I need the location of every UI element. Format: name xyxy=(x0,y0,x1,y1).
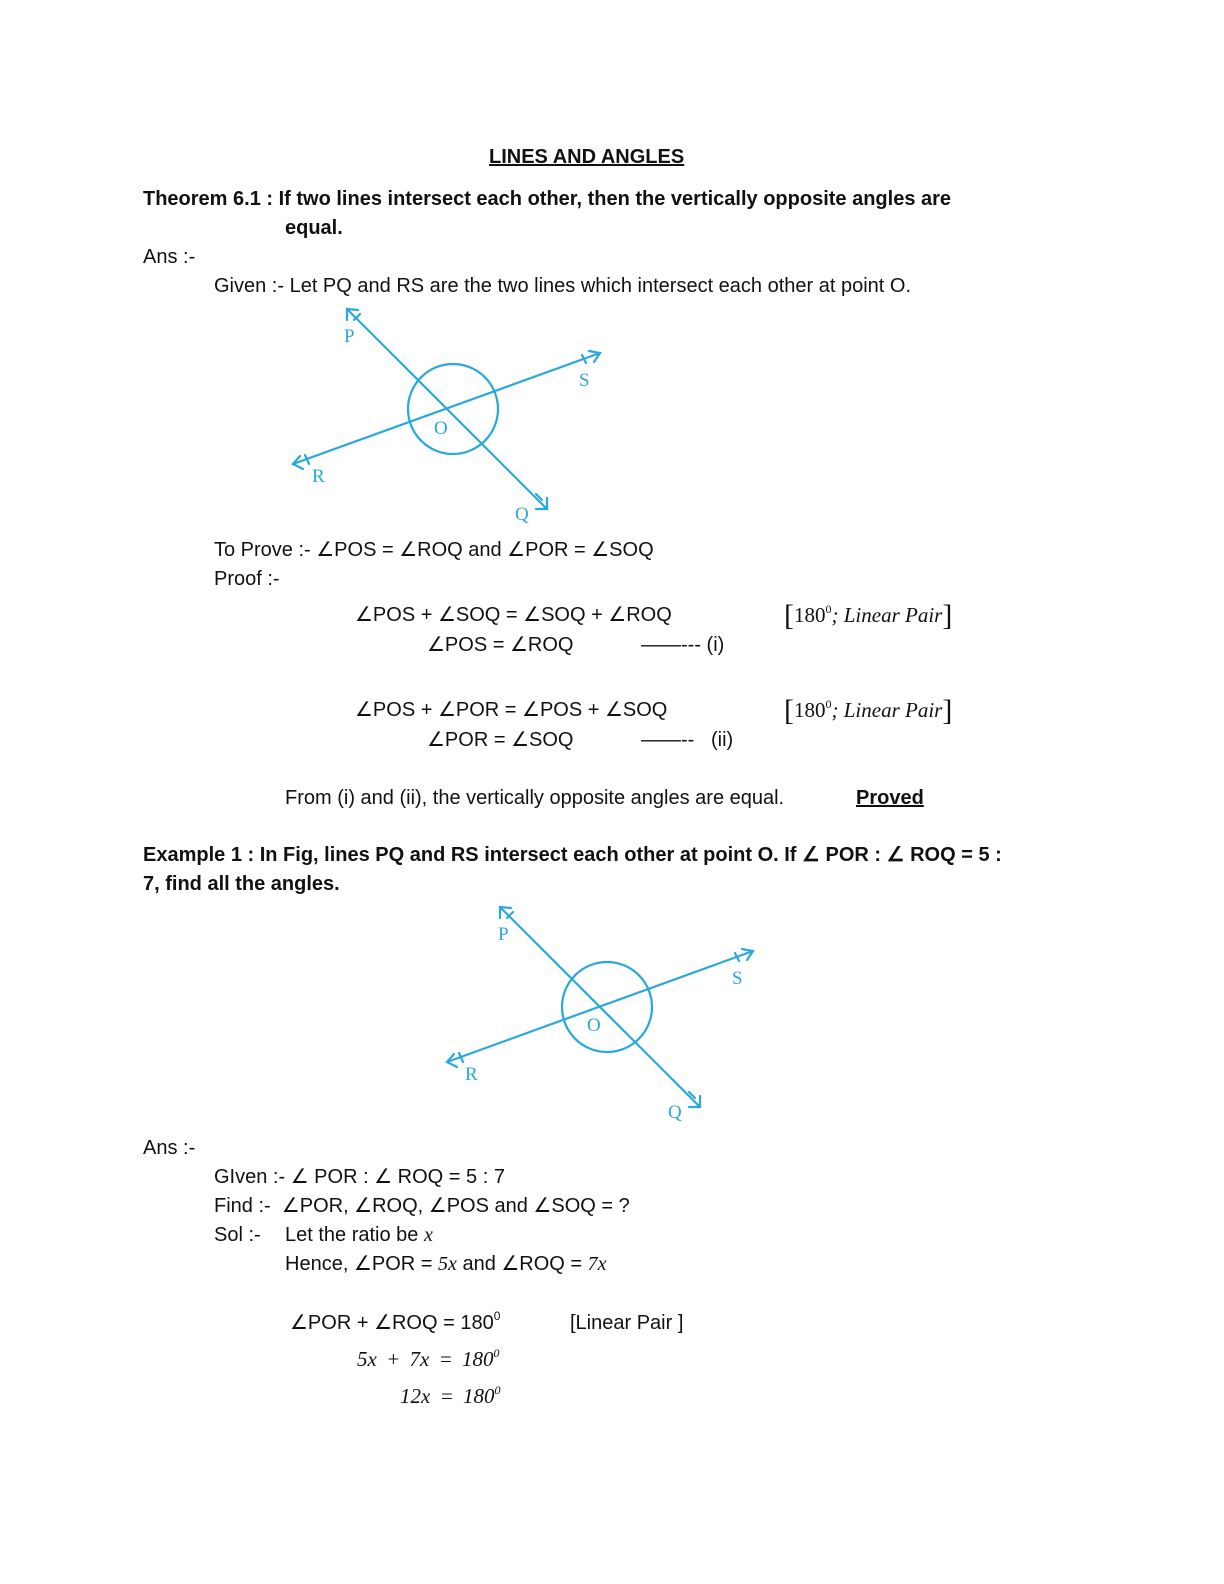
page-title: LINES AND ANGLES xyxy=(489,146,685,168)
example-line2: 7, find all the angles. xyxy=(143,873,340,895)
example-sol-label: Sol :- xyxy=(214,1224,261,1246)
given-text: Given :- Let PQ and RS are the two lines which intersect each other at point O. xyxy=(214,275,912,297)
example-find: Find :- ∠POR, ∠ROQ, ∠POS and ∠SOQ = ? xyxy=(214,1195,630,1217)
example-eq3: $12x = 180^0$ xyxy=(400,1383,501,1408)
proof-step-3-reason: [$180^0$; Linear Pair] xyxy=(784,694,953,727)
proved-label: Proved xyxy=(856,787,924,809)
example-sol-line2: Hence, ∠POR = 5x and ∠ROQ = 7x xyxy=(285,1253,607,1275)
label-q: Q xyxy=(515,504,529,525)
example-eq1: ∠POR + ∠ROQ = $180^0$ xyxy=(290,1309,501,1334)
example-eq2: $5x + 7x = 180^0$ xyxy=(357,1346,500,1371)
example-sol-line1: Let the ratio be x xyxy=(285,1224,433,1246)
to-prove-text: To Prove :- ∠POS = ∠ROQ and ∠POR = ∠SOQ xyxy=(214,539,654,561)
example-line1: Example 1 : In Fig, lines PQ and RS intersect each other at point O. If ∠ POR : ∠ ROQ = 5 : xyxy=(143,844,1002,866)
label-p: P xyxy=(344,326,355,347)
proof-label: Proof :- xyxy=(214,568,280,590)
label-r: R xyxy=(312,466,325,487)
line-rs xyxy=(447,951,753,1062)
theorem-text-line2: equal. xyxy=(285,217,343,239)
proof-step-1-reason: [$180^0$; Linear Pair] xyxy=(784,599,953,632)
proof-step-4-marker: ——-- (ii) xyxy=(641,729,734,751)
example-given: GIven :- ∠ POR : ∠ ROQ = 5 : 7 xyxy=(214,1166,505,1188)
ans-label: Ans :- xyxy=(143,246,196,268)
label-r: R xyxy=(465,1064,478,1085)
theorem-label: Theorem 6.1 : xyxy=(143,188,274,210)
label-p: P xyxy=(498,924,509,945)
label-s: S xyxy=(732,968,743,989)
label-q: Q xyxy=(668,1102,682,1123)
example-ans-label: Ans :- xyxy=(143,1137,196,1159)
proof-step-3: ∠POS + ∠POR = ∠POS + ∠SOQ xyxy=(355,699,668,721)
proof-step-2: ∠POS = ∠ROQ xyxy=(427,634,574,656)
label-o: O xyxy=(434,418,448,439)
theorem-text-line1: If two lines intersect each other, then the vertically opposite angles are xyxy=(278,188,952,210)
proof-step-2-marker: ——--- (i) xyxy=(641,634,725,656)
proof-step-4: ∠POR = ∠SOQ xyxy=(427,729,574,751)
conclusion-text: From (i) and (ii), the vertically opposite angles are equal. xyxy=(285,787,785,809)
label-s: S xyxy=(579,370,590,391)
label-o: O xyxy=(587,1015,601,1036)
example-eq1-reason: [Linear Pair ] xyxy=(570,1312,684,1334)
proof-step-1: ∠POS + ∠SOQ = ∠SOQ + ∠ROQ xyxy=(355,604,672,626)
angle-circle xyxy=(562,962,652,1052)
